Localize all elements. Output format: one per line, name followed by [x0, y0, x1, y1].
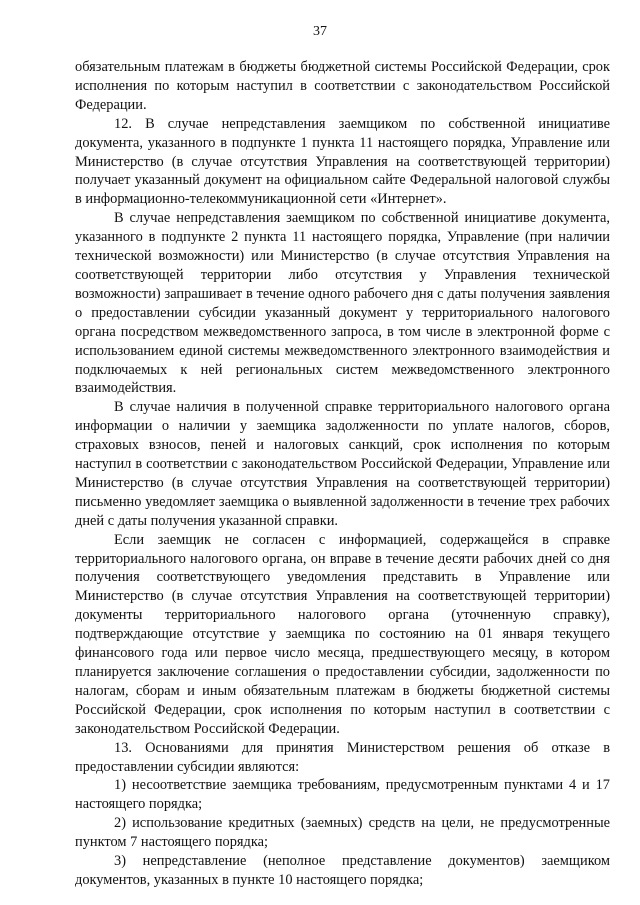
page-number: 37: [313, 24, 327, 39]
list-item: 3) непредставление (неполное представление документов) заемщиком документов, указанных в пункте 10 настоящего порядка;: [75, 853, 610, 888]
paragraph: Если заемщик не согласен с информацией, содержащейся в справке территориального налогового органа, он вправе в течение десяти рабочих дней со дня получения соответствующего уведомления представить в Управление или Министерство (в случае отсутствия Управления на соответствующей территории) документы территориального налогового органа (уточненную справку), подтверждающие отсутствие у заемщика по состоянию на 01 января текущего финансового года или первое число месяца, предшествующего месяцу, в котором планируется заключение соглашения о предоставлении субсидии, задолженности по налогам, сборам и иным обязательным платежам в бюджеты бюджетной системы Российской Федерации, срок исполнения по которым наступил в соответствии с законодательством Российской Федерации.: [75, 531, 610, 737]
list-item: 1) несоответствие заемщика требованиям, предусмотренным пунктами 4 и 17 настоящего порядка;: [75, 777, 610, 813]
paragraph: В случае наличия в полученной справке территориального налогового органа информации о наличии у заемщика задолженности по уплате налогов, сборов, страховых взносов, пеней и налоговых санкций, срок исполнения по которым наступил в соответствии с законодательством Российской Федерации, Управление или Министерство (в случае отсутствия Управления на соответствующей территории) письменно уведомляет заемщика о выявленной задолженности в течение трех рабочих дней с даты получения указанной справки.: [75, 399, 610, 529]
paragraph: 13. Основаниями для принятия Министерством решения об отказе в предоставлении субсидии являются:: [75, 739, 610, 775]
paragraph: В случае непредставления заемщиком по собственной инициативе документа, указанного в подпункте 2 пункта 11 настоящего порядка, Управление (при наличии технической возможности) или Министерство (в случае отсутствия Управления на соответствующей территории либо отсутствия у Управления технической возможности) запрашивает в течение одного рабочего дня с даты получения заявления о предоставлении субсидии указанный документ у территориального налогового органа посредством межведомственного запроса, в том числе в электронной форме с использованием единой системы межведомственного электронного взаимодействия и подключаемых к ней региональных систем межведомственного электронного взаимодействия.: [75, 210, 610, 397]
document-body: [75, 58, 610, 890]
paragraph: обязательным платежам в бюджеты бюджетной системы Российской Федерации, срок исполнения по которым наступил в соответствии с законодательством Российской Федерации.: [75, 59, 610, 113]
paragraph: 12. В случае непредставления заемщиком по собственной инициативе документа, указанного в подпункте 1 пункта 11 настоящего порядка, Управление или Министерство (в случае отсутствия Управления на соответствующей территории) получает указанный документ на официальном сайте Федеральной налоговой службы в информационно-телекоммуникационной сети «Интернет».: [75, 115, 610, 208]
list-item: 2) использование кредитных (заемных) средств на цели, не предусмотренные пунктом 7 настоящего порядка;: [75, 815, 610, 851]
